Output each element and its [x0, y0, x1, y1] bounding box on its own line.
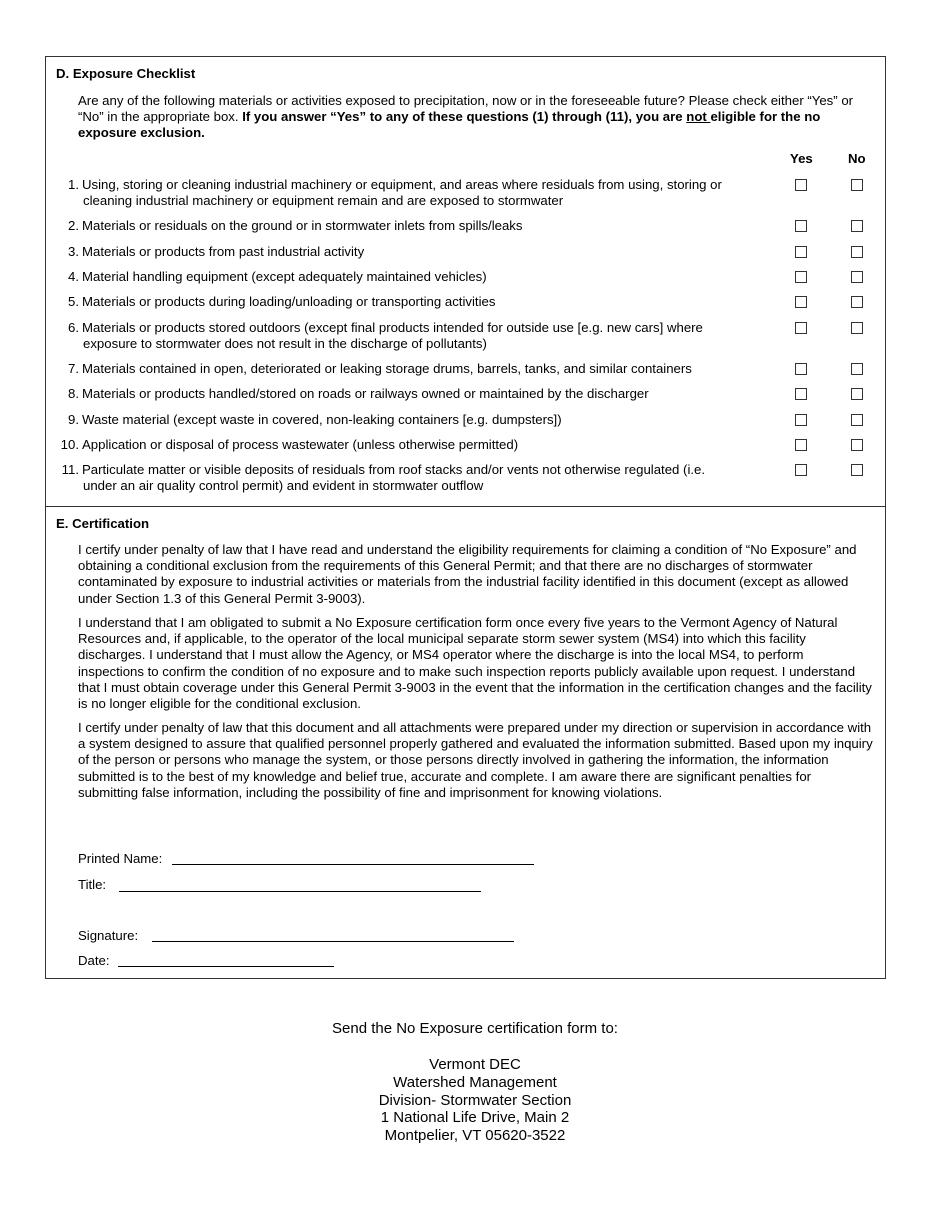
item-number: 9.: [68, 412, 79, 427]
no-checkbox[interactable]: [851, 388, 863, 400]
item-number: 7.: [68, 361, 79, 376]
mailing-address: [0, 1056, 950, 1145]
checklist-item: [56, 177, 756, 209]
form-frame: [45, 56, 886, 979]
no-checkbox[interactable]: [851, 271, 863, 283]
address-line: Montpelier, VT 05620-3522: [384, 1127, 566, 1145]
yes-checkbox[interactable]: [795, 388, 807, 400]
title-label: Title:: [78, 877, 107, 892]
intro-bold-2: eligible for the no exposure exclusion.: [78, 109, 821, 140]
item-number: 2.: [68, 218, 79, 233]
yes-checkbox[interactable]: [795, 246, 807, 258]
checklist-item: [56, 244, 756, 260]
yes-checkbox[interactable]: [795, 220, 807, 232]
item-number: 3.: [68, 244, 79, 259]
printed-name-label: Printed Name:: [78, 851, 163, 866]
signature-label: Signature:: [78, 928, 139, 943]
item-text: Waste material (except waste in covered, non-leaking containers [e.g. dumpsters]): [82, 412, 562, 427]
no-checkbox[interactable]: [851, 246, 863, 258]
item-text: Materials or products during loading/unloading or transporting activities: [82, 294, 496, 309]
col-header-no: No: [848, 151, 866, 166]
item-text-continued: exposure to stormwater does not result in the discharge of pollutants): [83, 336, 487, 351]
certification-paragraph-1: I certify under penalty of law that I have read and understand the eligibility requirements for claiming a condition of “No Exposure” and obtaining a conditional exclusion from the requirements of this General Permit; and that there are no discharges of stormwater contaminated by exposure to industrial activities or materials from the industrial facility identified in this document (except as allowed under Section 1.3 of this General Permit 3-9003).: [78, 542, 857, 606]
yes-checkbox[interactable]: [795, 271, 807, 283]
yes-checkbox[interactable]: [795, 296, 807, 308]
item-text: Materials or products stored outdoors (except final products intended for outside use [e.g. new cars] where: [82, 320, 703, 335]
item-text: Materials or residuals on the ground or in stormwater inlets from spills/leaks: [82, 218, 523, 233]
yes-checkbox[interactable]: [795, 414, 807, 426]
checklist-item: [56, 386, 756, 402]
yes-checkbox[interactable]: [795, 464, 807, 476]
item-number: 1.: [68, 177, 79, 192]
no-checkbox[interactable]: [851, 414, 863, 426]
checklist-item: [56, 320, 756, 352]
no-checkbox[interactable]: [851, 363, 863, 375]
item-text: Particulate matter or visible deposits of residuals from roof stacks and/or vents not otherwise regulated (i.e.: [82, 462, 706, 477]
item-number: 4.: [68, 269, 79, 284]
printed-name-line[interactable]: [172, 864, 534, 865]
item-text-continued: cleaning industrial machinery or equipment remain and are exposed to stormwater: [83, 193, 564, 208]
date-line[interactable]: [118, 966, 334, 967]
signature-line[interactable]: [152, 941, 514, 942]
checklist-item: [56, 269, 756, 285]
checklist-item: [56, 412, 756, 428]
checklist-item: [56, 218, 756, 234]
checklist-item: [56, 294, 756, 310]
title-line[interactable]: [119, 891, 481, 892]
section-e-title: E. Certification: [56, 516, 150, 531]
item-text: Material handling equipment (except adequately maintained vehicles): [82, 269, 487, 284]
yes-checkbox[interactable]: [795, 439, 807, 451]
send-to-text: Send the No Exposure certification form to:: [332, 1020, 618, 1037]
address-line: Vermont DEC: [429, 1056, 521, 1073]
certification-section: [46, 507, 885, 978]
checklist-item: [56, 361, 756, 377]
item-text: Using, storing or cleaning industrial machinery or equipment, and areas where residuals from using, storing or: [82, 177, 722, 192]
no-checkbox[interactable]: [851, 322, 863, 334]
yes-checkbox[interactable]: [795, 363, 807, 375]
intro-plain: Are any of the following materials or activities exposed to precipitation, now or in the foreseeable future? Please check either “Yes” or “No” in the appropriate box.: [78, 93, 854, 124]
item-text: Materials contained in open, deteriorated or leaking storage drums, barrels, tanks, and similar containers: [82, 361, 692, 376]
checklist-item: [56, 462, 756, 494]
yes-checkbox[interactable]: [795, 179, 807, 191]
item-number: 5.: [68, 294, 79, 309]
intro-not: not: [686, 109, 711, 124]
certification-paragraph-2: I understand that I am obligated to submit a No Exposure certification form once every five years to the Vermont Agency of Natural Resources and, if applicable, to the operator of the local municipal separate storm sewer system (MS4) into which this facility discharges. I understand that I must allow the Agency, or MS4 operator where the discharge is into the local MS4, to perform inspections to confirm the condition of no exposure and to make such inspection reports publicly available upon request. I understand that I must obtain coverage under this General Permit 3-9003 in the event that the information in the certification changes and the facility is no longer eligible for the conditional exclusion.: [78, 615, 872, 712]
no-checkbox[interactable]: [851, 439, 863, 451]
item-text-continued: under an air quality control permit) and evident in stormwater outflow: [83, 478, 484, 493]
item-text: Materials or products from past industrial activity: [82, 244, 365, 259]
item-text: Application or disposal of process wastewater (unless otherwise permitted): [82, 437, 519, 452]
no-checkbox[interactable]: [851, 179, 863, 191]
section-d-title: D. Exposure Checklist: [56, 66, 196, 81]
no-checkbox[interactable]: [851, 464, 863, 476]
no-checkbox[interactable]: [851, 296, 863, 308]
item-text: Materials or products handled/stored on roads or railways owned or maintained by the discharger: [82, 386, 649, 401]
no-checkbox[interactable]: [851, 220, 863, 232]
checklist-item: [56, 437, 756, 453]
col-header-yes: Yes: [790, 151, 813, 166]
date-label: Date:: [78, 953, 110, 968]
address-line: Watershed Management: [393, 1073, 557, 1091]
section-d-intro: [78, 93, 868, 141]
certification-paragraph-3: I certify under penalty of law that this document and all attachments were prepared under my direction or supervision in accordance with a system designed to assure that qualified personnel properly gathered and evaluated the information submitted. Based upon my inquiry of the person or persons who manage the system, or those persons directly involved in gathering the information, the information submitted is to the best of my knowledge and belief true, accurate and complete. I am aware there are significant penalties for submitting false information, including the possibility of fine and imprisonment for knowing violations.: [78, 720, 873, 800]
intro-bold-1: If you answer “Yes” to any of these questions (1) through (11), you are: [242, 109, 687, 124]
address-line: Division- Stormwater Section: [378, 1091, 572, 1109]
item-number: 6.: [68, 320, 79, 335]
yes-checkbox[interactable]: [795, 322, 807, 334]
address-line: 1 National Life Drive, Main 2: [380, 1109, 570, 1127]
item-number: 11.: [61, 462, 79, 477]
exposure-checklist-section: [46, 57, 885, 507]
item-number: 10.: [60, 437, 79, 452]
item-number: 8.: [68, 386, 79, 401]
